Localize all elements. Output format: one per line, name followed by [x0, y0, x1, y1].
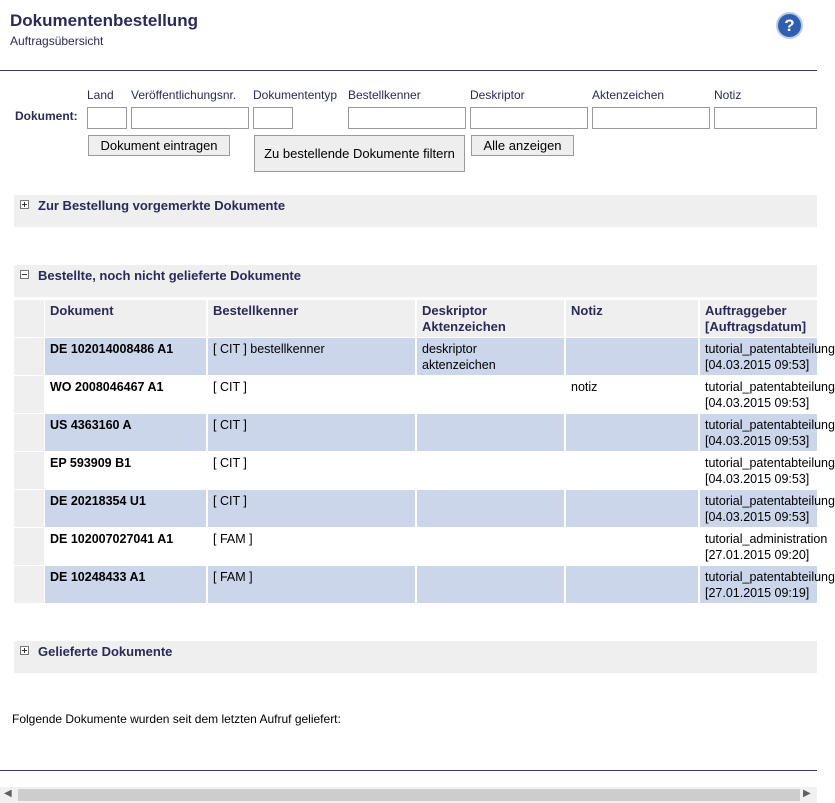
table-cell-client: [700, 528, 828, 565]
table-cell-note: [566, 490, 698, 527]
table-cell-document: [45, 490, 206, 527]
column-header-note: [566, 300, 698, 337]
table-cell-client: [700, 376, 835, 413]
table-cell-note: [566, 376, 698, 413]
scroll-right-icon[interactable]: ▶: [803, 788, 811, 799]
ordered-documents-table: [14, 300, 835, 604]
table-cell-order_tag: [208, 490, 415, 527]
ordered-documents-section[interactable]: [14, 265, 817, 297]
expand-icon[interactable]: [20, 200, 29, 209]
table-cell-client: [700, 338, 835, 375]
table-cell-descriptor: [417, 452, 564, 489]
note-label: Notiz: [714, 88, 742, 102]
table-cell-note: [566, 566, 698, 603]
table-cell-document: [45, 338, 206, 375]
table-cell-client: [700, 452, 835, 489]
cell-text: Notiz: [571, 303, 603, 318]
row-selector[interactable]: [14, 452, 44, 489]
table-cell-note: [566, 528, 698, 565]
cell-text: [ CIT ] bestellkenner: [213, 342, 325, 356]
table-cell-document: [45, 414, 206, 451]
cell-text: US 4363160 A: [50, 418, 132, 432]
cell-text: [ CIT ]: [213, 494, 247, 508]
delivered-documents-section[interactable]: [14, 641, 817, 673]
table-cell-descriptor: [417, 376, 564, 413]
table-cell-descriptor: [417, 338, 564, 375]
cell-text: [04.03.2015 09:53]: [705, 510, 810, 524]
table-cell-document: [45, 376, 206, 413]
cell-text: [ CIT ]: [213, 418, 247, 432]
cell-text: DE 10248433 A1: [50, 570, 146, 584]
table-cell-descriptor: [417, 566, 564, 603]
help-icon[interactable]: ?: [776, 12, 803, 39]
show-all-button[interactable]: Alle anzeigen: [471, 135, 574, 156]
table-cell-descriptor: [417, 490, 564, 527]
table-cell-order_tag: [208, 528, 415, 565]
cell-text: [Auftragsdatum]: [705, 319, 807, 334]
table-cell-client: [700, 490, 835, 527]
expand-icon[interactable]: [20, 646, 29, 655]
cell-text: Bestellkenner: [213, 303, 299, 318]
column-header-client: [700, 300, 817, 337]
cell-text: tutorial_patentabteilung: [705, 342, 835, 356]
land-label: Land: [87, 88, 114, 102]
column-header-document: [45, 300, 206, 337]
horizontal-scrollbar[interactable]: [0, 787, 817, 803]
add-document-button[interactable]: Dokument eintragen: [88, 135, 230, 156]
land-input[interactable]: [87, 107, 127, 129]
row-selector[interactable]: [14, 528, 44, 565]
document-type-label: Dokumententyp: [253, 88, 338, 102]
table-cell-client: [700, 566, 835, 603]
footer-divider: [0, 770, 817, 771]
descriptor-label: Deskriptor: [470, 88, 525, 102]
header-divider: [0, 70, 817, 71]
note-input[interactable]: [714, 107, 817, 129]
cell-text: [ FAM ]: [213, 532, 253, 546]
publication-number-input[interactable]: [131, 107, 249, 129]
delivered-documents-title: Gelieferte Dokumente: [38, 644, 173, 659]
ordered-documents-title: Bestellte, noch nicht gelieferte Dokumente: [38, 268, 301, 283]
descriptor-input[interactable]: [470, 107, 588, 129]
filter-documents-button[interactable]: Zu bestellende Dokumente filtern: [254, 135, 465, 172]
scroll-left-icon[interactable]: ◀: [4, 788, 12, 799]
cell-text: tutorial_patentabteilung: [705, 418, 835, 432]
cell-text: [27.01.2015 09:20]: [705, 548, 810, 562]
file-reference-input[interactable]: [592, 107, 710, 129]
scrollbar-thumb[interactable]: [18, 789, 800, 801]
document-row-label: Dokument:: [15, 109, 78, 123]
table-cell-order_tag: [208, 566, 415, 603]
cell-text: [27.01.2015 09:19]: [705, 586, 810, 600]
table-cell-client: [700, 414, 835, 451]
cell-text: DE 102007027041 A1: [50, 532, 174, 546]
cell-text: DE 20218354 U1: [50, 494, 146, 508]
cell-text: Aktenzeichen: [422, 319, 506, 334]
table-cell-order_tag: [208, 414, 415, 451]
table-cell-note: [566, 414, 698, 451]
table-cell-order_tag: [208, 376, 415, 413]
file-reference-label: Aktenzeichen: [592, 88, 665, 102]
page-subtitle: Auftragsübersicht: [10, 34, 104, 48]
row-selector[interactable]: [14, 414, 44, 451]
cell-text: [ CIT ]: [213, 456, 247, 470]
table-cell-order_tag: [208, 338, 415, 375]
cell-text: [04.03.2015 09:53]: [705, 472, 810, 486]
cell-text: [ CIT ]: [213, 380, 247, 394]
column-header-descriptor: [417, 300, 564, 337]
publication-number-label: Veröffentlichungsnr.: [131, 88, 237, 102]
cell-text: EP 593909 B1: [50, 456, 132, 470]
row-selector[interactable]: [14, 338, 44, 375]
order-tag-input[interactable]: [348, 107, 466, 129]
cell-text: Deskriptor: [422, 303, 488, 318]
row-selector[interactable]: [14, 490, 44, 527]
cell-text: Auftraggeber: [705, 303, 787, 318]
cell-text: [ FAM ]: [213, 570, 253, 584]
table-cell-note: [566, 338, 698, 375]
cell-text: tutorial_patentabteilung: [705, 456, 835, 470]
cell-text: notiz: [571, 380, 598, 394]
table-cell-order_tag: [208, 452, 415, 489]
table-cell-descriptor: [417, 414, 564, 451]
cell-text: tutorial_patentabteilung: [705, 494, 835, 508]
cell-text: aktenzeichen: [422, 358, 496, 372]
collapse-icon[interactable]: [20, 270, 29, 279]
cell-text: [04.03.2015 09:53]: [705, 396, 810, 410]
delivered-notice: Folgende Dokumente wurden seit dem letzten Aufruf geliefert:: [12, 712, 341, 726]
cell-text: DE 102014008486 A1: [50, 342, 174, 356]
header-selector-cell: [14, 300, 44, 337]
table-cell-document: [45, 566, 206, 603]
table-cell-document: [45, 452, 206, 489]
row-selector[interactable]: [14, 566, 44, 603]
table-cell-document: [45, 528, 206, 565]
cell-text: Dokument: [50, 303, 114, 318]
table-cell-descriptor: [417, 528, 564, 565]
column-header-order_tag: [208, 300, 415, 337]
document-type-input[interactable]: [253, 107, 293, 129]
cell-text: WO 2008046467 A1: [50, 380, 164, 394]
cell-text: tutorial_patentabteilung: [705, 380, 835, 394]
cell-text: tutorial_administration: [705, 532, 828, 546]
cell-text: [04.03.2015 09:53]: [705, 434, 810, 448]
table-cell-note: [566, 452, 698, 489]
cell-text: deskriptor: [422, 342, 477, 356]
order-tag-label: Bestellkenner: [348, 88, 421, 102]
page-title: Dokumentenbestellung: [10, 11, 198, 30]
row-selector[interactable]: [14, 376, 44, 413]
cell-text: tutorial_patentabteilung: [705, 570, 835, 584]
reserved-documents-title: Zur Bestellung vorgemerkte Dokumente: [38, 198, 286, 213]
cell-text: [04.03.2015 09:53]: [705, 358, 810, 372]
reserved-documents-section[interactable]: [14, 195, 817, 227]
